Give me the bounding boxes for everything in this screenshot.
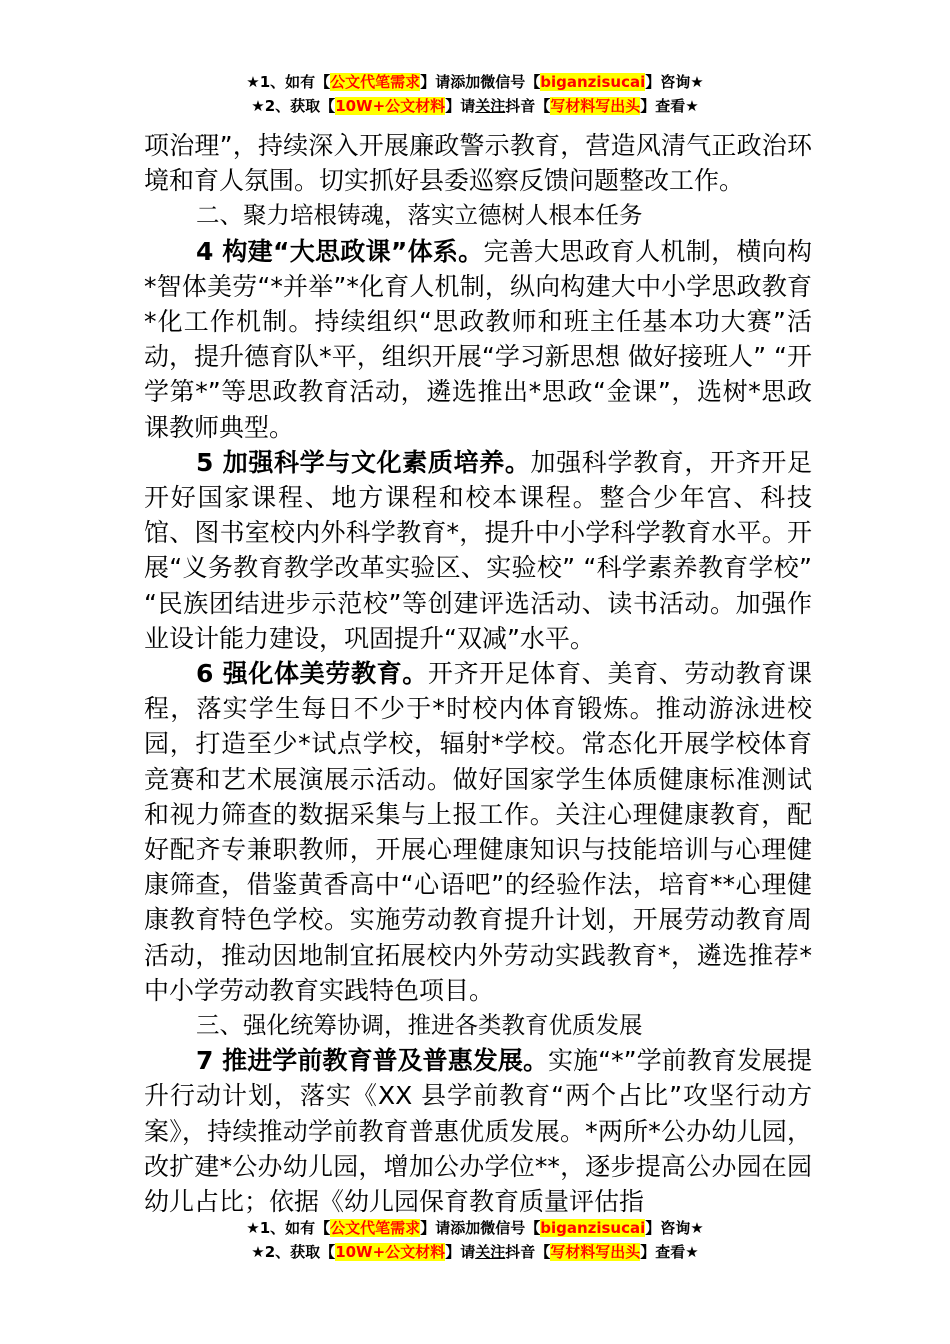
banner-text: 】请 bbox=[445, 97, 476, 115]
banner-text: 】咨询★ bbox=[645, 73, 704, 91]
paragraph-7-body: 实施“*”学前教育发展提升行动计划，落实《XX 县学前教育“两个占比”攻坚行动方案》，持续推动学前教育普惠优质发展。*两所*公办幼儿园，改扩建*公办幼儿园，增加公办学位**，逐步提高公办园在园幼儿占比；依据《幼儿园保育教育质量评估指 bbox=[144, 1046, 813, 1217]
banner-highlight: 公文代笔需求 bbox=[330, 73, 421, 91]
paragraph-4 bbox=[144, 234, 812, 445]
banner-text: 抖音【 bbox=[505, 97, 551, 115]
document-body bbox=[144, 128, 812, 1219]
paragraph-4-title: 4 构建“大思政课”体系。 bbox=[196, 236, 484, 266]
paragraph-5-title: 5 加强科学与文化素质培养。 bbox=[196, 447, 531, 477]
banner-highlight: 10W+公文材料 bbox=[335, 97, 446, 115]
banner-text: ★2、获取【 bbox=[251, 97, 336, 115]
banner-text: 】查看★ bbox=[640, 1243, 699, 1261]
douyin-account-highlight: 写材料写出头 bbox=[550, 1243, 641, 1261]
paragraph-5 bbox=[144, 445, 812, 656]
banner-highlight: 公文代笔需求 bbox=[330, 1219, 421, 1237]
section-heading-3: 三、强化统筹协调，推进各类教育优质发展 bbox=[196, 1011, 643, 1040]
banner-text: 】咨询★ bbox=[645, 1219, 704, 1237]
banner-underlined-text: 关注 bbox=[475, 1243, 506, 1261]
banner-underlined-text: 关注 bbox=[475, 97, 506, 115]
wechat-id-highlight: biganzisucai bbox=[540, 73, 646, 91]
paragraph-6 bbox=[144, 656, 812, 1008]
paragraph-6-title: 6 强化体美劳教育。 bbox=[196, 659, 428, 689]
banner-text: 】请 bbox=[445, 1243, 476, 1261]
douyin-account-highlight: 写材料写出头 bbox=[550, 97, 641, 115]
paragraph-7 bbox=[144, 1043, 812, 1219]
banner-highlight: 10W+公文材料 bbox=[335, 1243, 446, 1261]
paragraph-continuation: 项治理”，持续深入开展廉政警示教育，营造风清气正政治环境和育人氛围。切实抓好县委巡察反馈问题整改工作。 bbox=[144, 131, 812, 196]
ad-banner-bottom-line-1 bbox=[0, 1216, 950, 1240]
banner-text: 抖音【 bbox=[505, 1243, 551, 1261]
paragraph-7-title: 7 推进学前教育普及普惠发展。 bbox=[196, 1046, 549, 1076]
section-heading-2: 二、聚力培根铸魂，落实立德树人根本任务 bbox=[196, 201, 643, 230]
banner-text: ★1、如有【 bbox=[246, 1219, 331, 1237]
banner-text: 】请添加微信号【 bbox=[420, 73, 541, 91]
wechat-id-highlight: biganzisucai bbox=[540, 1219, 646, 1237]
paragraph-4-body: 完善大思政育人机制，横向构*智体美劳“*并举”*化育人机制，纵向构建大中小学思政教育*化工作机制。持续组织“思政教师和班主任基本功大赛”活动，提升德育队*平，组织开展“学习新思想 做好接班人” “开学第*”等思政教育活动，遴选推出*思政“金课”，选树*思政课教师典型。 bbox=[144, 236, 812, 442]
banner-text: ★2、获取【 bbox=[251, 1243, 336, 1261]
paragraph-5-body: 加强科学教育，开齐开足开好国家课程、地方课程和校本课程。整合少年宫、科技馆、图书室校内外科学教育*，提升中小学科学教育水平。开展“义务教育教学改革实验区、实验校” “科学素养教育学校” “民族团结进步示范校”等创建评选活动、读书活动。加强作业设计能力建设，巩固提升“双减”水平。 bbox=[144, 447, 812, 653]
banner-text: 】请添加微信号【 bbox=[420, 1219, 541, 1237]
banner-text: ★1、如有【 bbox=[246, 73, 331, 91]
ad-banner-bottom-line-2 bbox=[0, 1240, 950, 1264]
paragraph-6-body: 开齐开足体育、美育、劳动教育课程，落实学生每日不少于*时校内体育锻炼。推动游泳进校园，打造至少*试点学校，辐射*学校。常态化开展学校体育竞赛和艺术展演展示活动。做好国家学生体质健康标准测试和视力筛查的数据采集与上报工作。关注心理健康教育，配好配齐专兼职教师，开展心理健康知识与技能培训与心理健康筛查，借鉴黄香高中“心语吧”的经验作法，培育**心理健康教育特色学校。实施劳动教育提升计划，开展劳动教育周活动，推动因地制宜拓展校内外劳动实践教育*，遴选推荐*中小学劳动教育实践特色项目。 bbox=[144, 659, 812, 1005]
ad-banner-top-line-1 bbox=[0, 70, 950, 94]
ad-banner-top-line-2 bbox=[0, 94, 950, 118]
banner-text: 】查看★ bbox=[640, 97, 699, 115]
